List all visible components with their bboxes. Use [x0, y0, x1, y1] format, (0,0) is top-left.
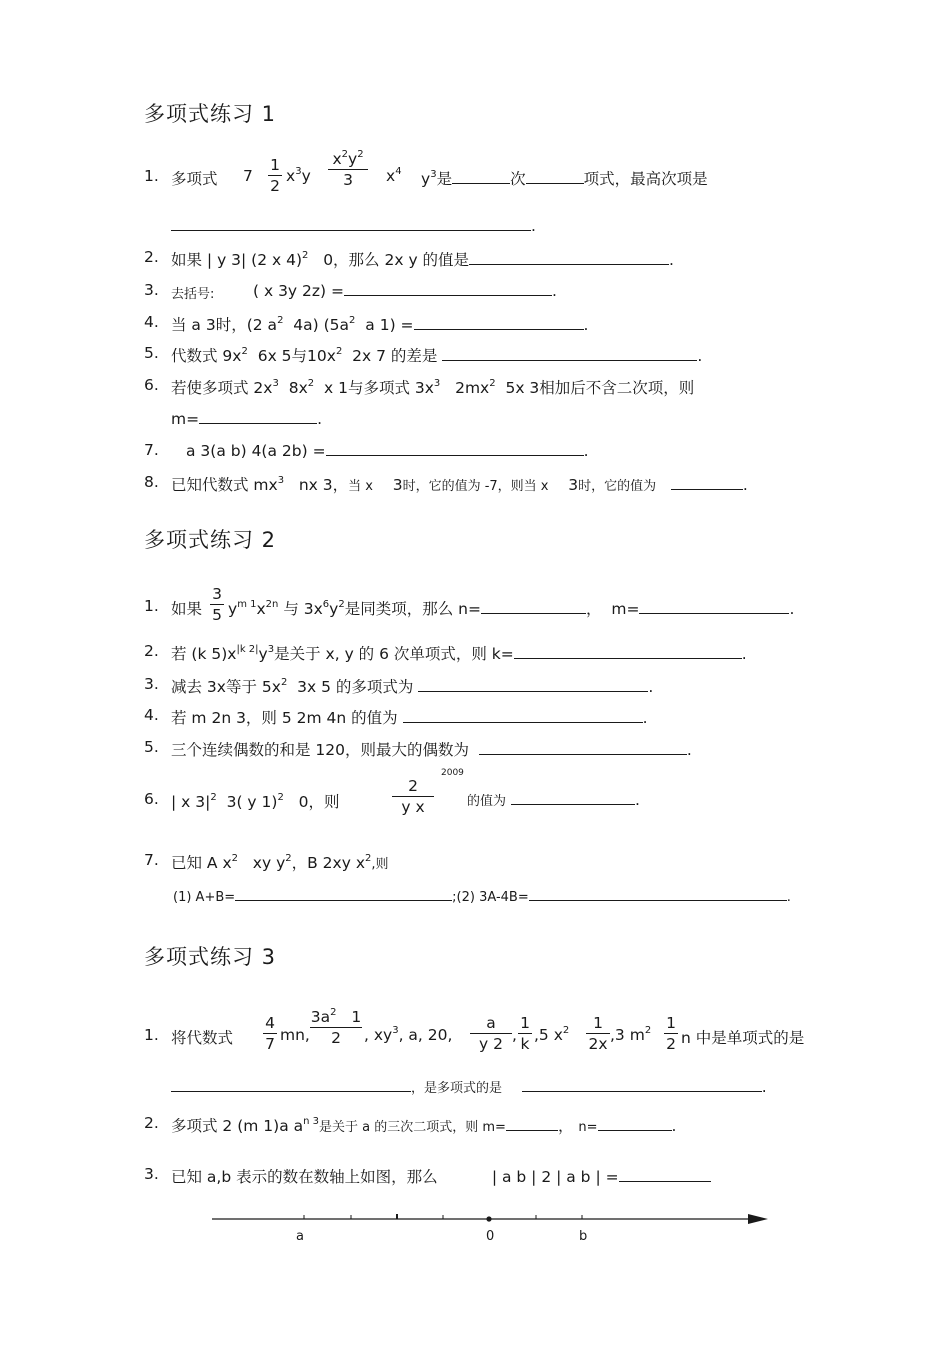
- q3-1-comma-1: ,: [512, 1026, 517, 1044]
- q2-6-text: | x $3|^2$ 3( y 1)$^2$ 0，则: [171, 792, 340, 811]
- q3-1-line2: ，是多项式的是 .: [171, 1077, 767, 1096]
- q3-1-tail: n 中是单项式的是: [681, 1029, 805, 1047]
- q1-1-lead: 多项式: [171, 170, 218, 188]
- q2-3-num: 3.: [144, 675, 159, 693]
- q2-7-parts: (1) A+B= ;(2) 3A-4B= .: [173, 890, 791, 905]
- q1-4-text: 当 a 3时，(2 $a^2$ 4a) ($5a^2$ a 1) = .: [171, 315, 589, 334]
- origin-dot: [486, 1216, 491, 1221]
- q2-5-text: 三个连续偶数的和是 120，则最大的偶数为 .: [171, 741, 692, 759]
- q3-1-5x2: ,5 $x^2$: [534, 1025, 570, 1044]
- q1-3-num: 3.: [144, 281, 159, 299]
- q2-1-num: 1.: [144, 597, 159, 615]
- q2-4-num: 4.: [144, 706, 159, 724]
- q1-6-text: 若使多项式 $2x^3$ $8x^2$ x 1与多项式 $3x^3$ $2mx^2$ 5x 3相加后不含二次项，则: [171, 378, 695, 397]
- q3-3-text: 已知 a,b 表示的数在数轴上如图，那么 | a b | 2 | a b | =: [171, 1165, 711, 1187]
- q2-6-exponent: 2009: [441, 768, 464, 778]
- q2-1-lead: 如果: [171, 600, 203, 618]
- q1-1-fraction-2: $x^2y^2$ 3: [328, 150, 368, 189]
- q3-1-fraction-5: 1 2x: [586, 1014, 610, 1053]
- q1-5-text: 代数式 $9x^2$ 6x 5与$10x^2$ 2x 7 的差是 .: [171, 346, 703, 365]
- q3-2-num: 2.: [144, 1114, 159, 1132]
- q1-3-label: 去括号:: [171, 287, 215, 302]
- q3-1-fraction-4: 1 k: [518, 1014, 532, 1053]
- number-line-arrow: [748, 1214, 768, 1224]
- q3-1-xy3: , $xy^3$, a, 20,: [364, 1025, 453, 1044]
- q1-1-seven: 7: [243, 167, 253, 185]
- q1-1-x3y: $x^3y$: [286, 166, 311, 185]
- q1-5-num: 5.: [144, 344, 159, 362]
- q3-1-fraction-1: 4 7: [263, 1014, 277, 1053]
- q2-6-tail: 的值为 .: [467, 791, 640, 809]
- q2-5-num: 5.: [144, 738, 159, 756]
- q1-7-text: a 3(a b) 4(a 2b) = .: [186, 442, 589, 460]
- q1-1-num: 1.: [144, 167, 159, 185]
- q1-2-num: 2.: [144, 248, 159, 266]
- q2-1-fraction: 3 5: [210, 585, 224, 624]
- q3-1-mn: mn,: [280, 1026, 310, 1044]
- q2-1-text: $y^{m 1}x^{2n}$ 与 $3x^6y^2$是同类项，那么 n= ， m= .: [228, 599, 795, 618]
- q2-6-fraction: 2 y x: [392, 777, 434, 816]
- q2-2-text: 若 (k $5)x^{|k 2|}y^3$是关于 x, y 的 6 次单项式，则 k= .: [171, 644, 747, 663]
- q1-8-text: 已知代数式 $mx^3$ nx 3，当 x 3时，它的值为 -7，则当 x 3时，它的值为 .: [171, 475, 748, 494]
- axis-label-a: a: [296, 1229, 304, 1244]
- q1-1-x4: $x^4$: [386, 166, 402, 185]
- q1-3-text: ( x 3y 2z) = .: [253, 282, 557, 300]
- q3-1-fraction-6: 1 2: [664, 1014, 678, 1053]
- q1-6-num: 6.: [144, 376, 159, 394]
- q3-1-3m2: ,3 $m^2$: [610, 1025, 652, 1044]
- q3-1-num: 1.: [144, 1026, 159, 1044]
- q1-7-num: 7.: [144, 441, 159, 459]
- q2-6-num: 6.: [144, 790, 159, 808]
- section-title-1: 多项式练习 1: [144, 102, 277, 126]
- q3-1-fraction-2: $3a^2$ 1 2: [310, 1007, 362, 1047]
- q2-4-text: 若 m 2n 3，则 5 2m 4n 的值为 .: [171, 709, 648, 727]
- q2-7-num: 7.: [144, 851, 159, 869]
- q1-6-line2: m= .: [171, 410, 323, 428]
- q1-8-num: 8.: [144, 473, 159, 491]
- q1-1-answer-line[interactable]: .: [171, 216, 536, 235]
- q2-7-text: 已知 A $x^2$ xy $y^2$，B 2xy $x^2$,则: [171, 853, 389, 872]
- q2-3-text: 减去 3x等于 $5x^2$ 3x 5 的多项式为 .: [171, 677, 654, 696]
- q1-1-tail: $y^3$是 次 项式，最高次项是: [421, 169, 708, 188]
- q1-1-fraction: 1 2: [268, 156, 282, 195]
- section-title-3: 多项式练习 3: [144, 945, 277, 969]
- axis-label-b: b: [579, 1229, 588, 1244]
- q3-1-lead: 将代数式: [171, 1029, 234, 1047]
- section-title-2: 多项式练习 2: [144, 528, 277, 552]
- q1-2-text: 如果 | y 3| (2 x 4)$^2$ 0，那么 2x y 的值是 .: [171, 250, 674, 269]
- q2-2-num: 2.: [144, 642, 159, 660]
- q1-4-num: 4.: [144, 313, 159, 331]
- q3-2-text: 多项式 2 (m 1)a $a^{n 3}$是关于 a 的三次二项式，则 m= ， n= .: [171, 1116, 677, 1135]
- q3-3-num: 3.: [144, 1165, 159, 1183]
- q3-1-fraction-3: a y 2: [470, 1014, 512, 1053]
- axis-label-0: 0: [486, 1229, 495, 1244]
